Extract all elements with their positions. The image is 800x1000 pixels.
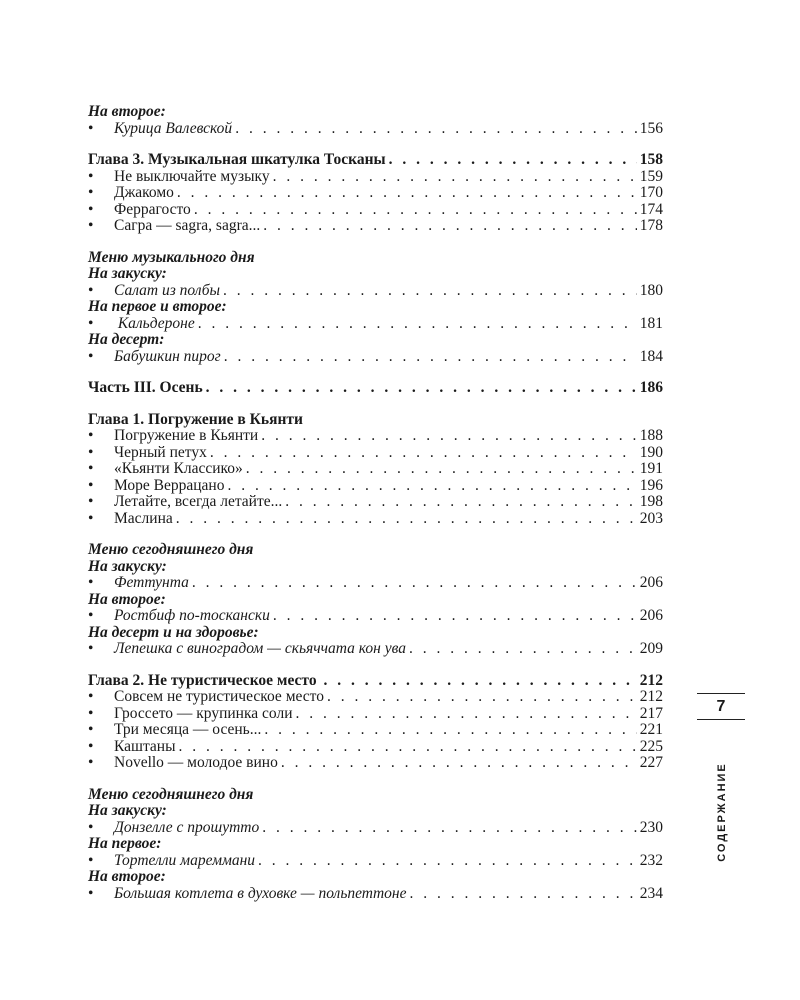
toc-item[interactable] [88,283,663,300]
toc-entry-title: Большая котлета в духовке — польпеттоне [114,884,407,902]
bullet-icon [88,608,114,625]
toc-item[interactable] [88,202,663,219]
toc-item[interactable] [88,461,663,478]
toc-entry-title: Ростбиф по-тоскански [114,607,270,624]
toc-page-number: 170 [639,184,663,201]
toc-entry-title: Погружение в Кьянти [114,427,259,444]
dot-leader [235,121,637,138]
dot-leader [285,494,636,511]
toc-page-number: 178 [639,217,663,234]
toc-item[interactable] [88,755,663,772]
dot-leader [273,169,637,186]
toc-block [88,542,663,658]
toc-entry-title: Донзелле с прошутто [114,818,260,836]
bullet-icon [88,575,114,592]
bullet-icon [88,121,114,138]
toc-block [88,152,663,235]
toc-entry-title: Novello — молодое вино [114,754,278,771]
toc-item[interactable] [88,886,663,903]
dot-leader [227,478,636,495]
toc-chapter-entry[interactable] [88,380,663,397]
toc-section-heading: На закуску: [88,802,167,819]
bullet-icon [88,349,114,366]
toc-block [88,104,663,137]
toc-item[interactable] [88,349,663,366]
toc-section-heading: На второе: [88,103,166,120]
bullet-icon [88,202,114,219]
toc-page-number: 198 [639,493,663,510]
toc-page-number: 206 [639,574,663,591]
toc-entry-title: Маслина [114,509,173,527]
dot-leader [409,641,637,658]
toc-page-number: 159 [639,167,663,185]
bullet-icon [88,428,114,445]
toc-item[interactable] [88,511,663,528]
toc-entry-title: Море Веррацано [114,476,225,494]
toc-page-number: 156 [639,119,663,137]
dot-leader [198,316,637,333]
toc-item[interactable] [88,608,663,625]
toc-block [88,412,663,528]
toc-item[interactable] [88,445,663,462]
dot-leader [264,722,636,739]
toc-section-heading: На первое и второе: [88,298,227,315]
toc-chapter-entry[interactable] [88,673,663,690]
toc-item[interactable] [88,218,663,235]
toc-item[interactable] [88,575,663,592]
toc-entry-title: Сагра — sagra, sagra... [114,217,261,234]
bullet-icon [88,316,114,333]
toc-section-heading: На десерт и на здоровье: [88,623,259,641]
toc-entry-title: «Кьянти Классико» [114,460,243,477]
dot-leader [224,349,637,366]
bullet-icon [88,478,114,495]
toc-entry-title: Три месяца — осень... [114,721,262,738]
toc-section-heading: На второе: [88,590,166,608]
page-number-rule-top [697,693,745,694]
toc-entry-title: Глава 3. Музыкальная шкатулка Тосканы [88,151,386,168]
toc-item[interactable] [88,739,663,756]
dot-leader [206,380,637,397]
toc-item[interactable] [88,494,663,511]
toc-item[interactable] [88,121,663,138]
toc-page-number: 158 [639,151,663,168]
dot-leader [281,755,637,772]
toc-entry-title: Феттунта [114,574,189,591]
bullet-icon [88,283,114,300]
dot-leader [261,428,637,445]
toc-entry-title: Черный петух [114,443,207,461]
toc-page-number: 186 [639,379,663,396]
toc-entry-title: Часть III. Осень [88,379,203,396]
page-number: 7 [716,698,726,715]
toc-page-number: 180 [639,281,663,299]
toc-item[interactable] [88,820,663,837]
bullet-icon [88,445,114,462]
toc-entry-title: Джакомо [114,184,174,201]
toc-entry-title: Тортелли мареммани [114,851,256,869]
dot-leader [389,152,637,169]
running-head: СОДЕРЖАНИЕ [716,762,728,862]
bullet-icon [88,511,114,528]
dot-leader [296,706,637,723]
toc-entry-title: Летайте, всегда летайте... [114,493,283,510]
toc-section-heading: На десерт: [88,331,165,348]
toc-page-number: 188 [639,427,663,444]
dot-leader [177,185,637,202]
bullet-icon [88,706,114,723]
toc-entry-title: Глава 2. Не туристическое место [88,671,321,689]
page-number-rule-bottom [697,719,745,720]
toc-item[interactable] [88,169,663,186]
toc-section-heading: На закуску: [88,557,167,575]
toc-entry-title: Не выключайте музыку [114,167,270,185]
toc-page-number: 184 [639,347,663,365]
toc-section-heading: Глава 1. Погружение в Кьянти [88,410,303,428]
dot-leader [194,202,637,219]
dot-leader [179,739,637,756]
toc-item[interactable] [88,478,663,495]
toc-page-number: 196 [639,476,663,494]
dot-leader [192,575,637,592]
dot-leader [262,820,637,837]
toc-block [88,787,663,903]
dot-leader [258,853,637,870]
toc-section-heading: На первое: [88,835,162,852]
bullet-icon [88,218,114,235]
toc-page-number: 234 [639,884,663,902]
toc-item[interactable] [88,428,663,445]
toc-item[interactable] [88,316,663,333]
toc-page-number: 174 [639,200,663,218]
toc-entry-title: Курица Валевской [114,119,233,137]
toc-page-number: 181 [639,314,663,332]
toc-entry-title: Салат из полбы [114,281,220,299]
toc-block [88,380,663,397]
toc-entry-title: Совсем не туристическое место [114,688,324,705]
toc-item[interactable] [88,185,663,202]
dot-leader [246,461,637,478]
bullet-icon [88,641,114,658]
toc-item[interactable] [88,722,663,739]
bullet-icon [88,689,114,706]
table-of-contents [88,104,663,902]
toc-item[interactable] [88,706,663,723]
bullet-icon [88,185,114,202]
toc-page-number: 203 [639,509,663,527]
toc-page-number: 209 [639,640,663,657]
toc-page-number: 212 [639,671,663,689]
toc-page-number: 206 [639,607,663,624]
dot-leader [273,608,637,625]
toc-page-number: 225 [639,737,663,755]
toc-entry-title: Лепешка с виноградом — скьяччата кон ува [114,640,407,657]
toc-block [88,250,663,366]
toc-page-number: 232 [639,851,663,869]
bullet-icon [88,494,114,511]
toc-chapter-entry[interactable] [88,152,663,169]
bullet-icon [88,169,114,186]
toc-section-heading: На закуску: [88,265,167,282]
dot-leader [323,673,636,690]
toc-item[interactable] [88,689,663,706]
bullet-icon [88,739,114,756]
bullet-icon [88,853,114,870]
bullet-icon [88,461,114,478]
toc-entry-title: Феррагосто [114,200,191,218]
toc-page-number: 227 [639,754,663,771]
toc-page-number: 190 [639,443,663,461]
toc-page-number: 221 [639,721,663,738]
bullet-icon [88,722,114,739]
toc-entry-title: Кальдероне [114,314,195,332]
toc-section-heading: Меню сегодняшнего дня [88,785,254,803]
toc-section-heading: Меню сегодняшнего дня [88,541,254,558]
dot-leader [327,689,637,706]
toc-page-number: 230 [639,818,663,836]
toc-section-heading: На второе: [88,868,166,885]
dot-leader [223,283,637,300]
bullet-icon [88,886,114,903]
toc-entry-title: Гроссето — крупинка соли [114,704,293,722]
toc-item[interactable] [88,641,663,658]
toc-page-number: 217 [639,704,663,722]
toc-item[interactable] [88,853,663,870]
dot-leader [410,886,637,903]
dot-leader [210,445,637,462]
toc-entry-title: Каштаны [114,737,176,755]
toc-entry-title: Бабушкин пирог [114,347,221,365]
toc-section-heading: Меню музыкального дня [88,248,255,266]
bullet-icon [88,820,114,837]
dot-leader [263,218,637,235]
toc-page-number: 212 [639,688,663,705]
toc-block [88,673,663,772]
dot-leader [176,511,637,528]
toc-page-number: 191 [639,460,663,477]
bullet-icon [88,755,114,772]
